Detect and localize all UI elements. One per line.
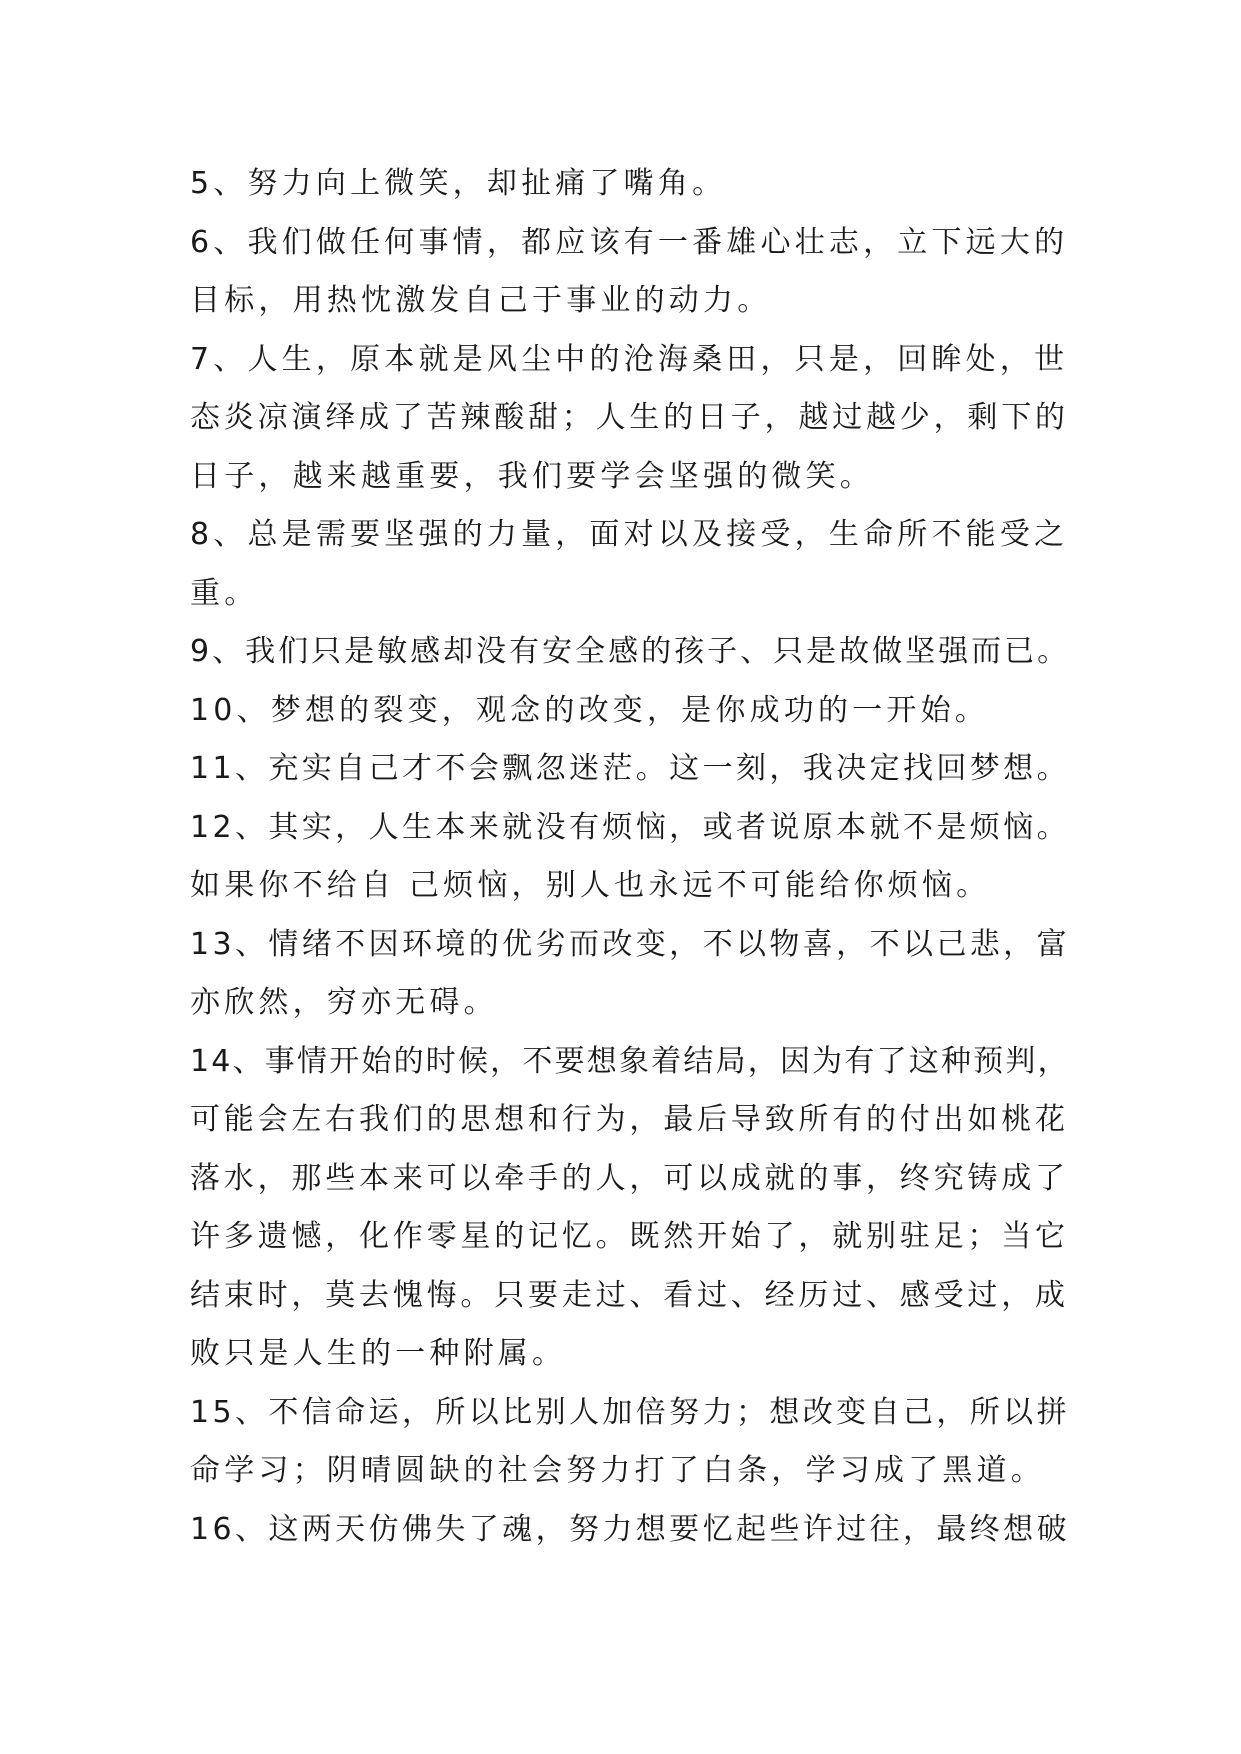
text-line: 日子，越来越重要，我们要学会坚强的微笑。 <box>190 458 874 494</box>
text-line: 15、不信命运，所以比别人加倍努力；想改变自己，所以拼 <box>190 1394 1070 1430</box>
text-line: 败只是人生的一种附属。 <box>190 1336 567 1371</box>
text-line: 命学习；阴晴圆缺的社会努力打了白条，学习成了黑道。 <box>190 1453 1045 1488</box>
text-line: 结束时，莫去愧悔。只要走过、看过、经历过、感受过，成 <box>190 1277 1069 1313</box>
text-line: 16、这两天仿佛失了魂，努力想要忆起些许过往，最终想破 <box>190 1511 1070 1547</box>
text-line: 12、其实，人生本来就没有烦恼，或者说原本就不是烦恼。 <box>190 809 1070 845</box>
text-line: 8、总是需要坚强的力量，面对以及接受，生命所不能受之 <box>190 517 1069 552</box>
text-line: 11、充实自己才不会飘忽迷茫。这一刻，我决定找回梦想。 <box>190 751 1070 786</box>
text-line: 落水，那些本来可以牵手的人，可以成就的事，终究铸成了 <box>190 1160 1069 1196</box>
text-line: 重。 <box>190 575 259 611</box>
text-line: 目标，用热忱激发自己于事业的动力。 <box>190 283 772 318</box>
text-line: 如果你不给自 己烦恼，别人也永远不可能给你烦恼。 <box>190 868 991 903</box>
document-body <box>190 155 1070 1559</box>
text-line: 态炎凉演绎成了苦辣酸甜；人生的日子，越过越少，剩下的 <box>190 400 1069 435</box>
text-line: 许多遗憾，化作零星的记忆。既然开始了，就别驻足；当它 <box>190 1219 1069 1254</box>
text-line: 6、我们做任何事情，都应该有一番雄心壮志，立下远大的 <box>190 224 1069 260</box>
text-line: 5、努力向上微笑，却扯痛了嘴角。 <box>190 166 727 201</box>
text-line: 可能会左右我们的思想和行为，最后导致所有的付出如桃花 <box>190 1102 1069 1137</box>
text-line: 9、我们只是敏感却没有安全感的孩子、只是故做坚强而已。 <box>190 634 1071 669</box>
text-line: 13、情绪不因环境的优劣而改变，不以物喜，不以己悲，富 <box>190 926 1070 962</box>
text-line: 14、事情开始的时候，不要想象着结局，因为有了这种预判， <box>190 1043 1070 1079</box>
text-line: 亦欣然，穷亦无碍。 <box>190 985 498 1020</box>
text-line: 7、人生，原本就是风尘中的沧海桑田，只是，回眸处，世 <box>190 341 1069 377</box>
text-line: 10、梦想的裂变，观念的改变，是你成功的一开始。 <box>190 692 989 728</box>
